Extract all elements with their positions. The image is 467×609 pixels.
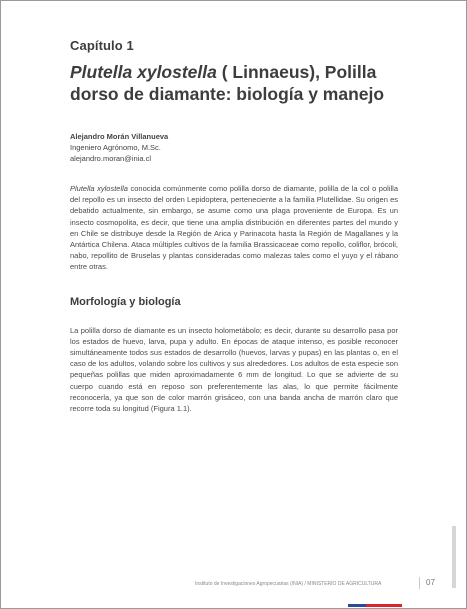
side-decoration-bar (452, 526, 456, 588)
chapter-label: Capítulo 1 (70, 38, 134, 53)
flag-blue-segment (348, 604, 366, 607)
page-content (70, 38, 398, 422)
author-email: alejandro.moran@inia.cl (70, 154, 151, 163)
title-species: Plutella xylostella (70, 62, 217, 82)
chapter-title (70, 61, 398, 105)
footer-separator (419, 577, 420, 589)
section-heading: Morfología y biología (70, 295, 181, 308)
footer-text: Instituto de Investigaciones Agropecuarias (INIA) / MINISTERIO DE AGRICULTURA (195, 581, 382, 587)
author-name: Alejandro Morán Villanueva (70, 132, 169, 141)
flag-red-segment (366, 604, 402, 607)
author-role: Ingeniero Agrónomo, M.Sc. (70, 143, 161, 152)
page-number: 07 (426, 578, 435, 587)
section-paragraph: La polilla dorso de diamante es un insecto holometábolo; es decir, durante su desarrollo pasa por los estados de huevo, larva, pupa y adulto. En épocas de ataque intenso, es posible reconocer simultáneamente todos sus estados de desarrollo (huevos, larvas y pupas) en las plantas o, en el caso de los adultos, volando sobre los cultivos y sus alrededores. Los adultos de esta especie son pequeñas polillas que miden aproximadamente 6 mm de longitud. Lo que se advierte de su cuerpo cuando está en reposo son preferentemente las alas, lo que permite fácilmente reconocerla, ya que son de color marrón grisáceo, con una banda ancha de marrón claro que recorre toda su longitud (Figura 1.1). (70, 325, 398, 414)
intro-paragraph (70, 183, 398, 273)
intro-species: Plutella xylostella (70, 184, 128, 193)
intro-text: conocida comúnmente como polilla dorso de diamante, polilla de la col o polilla del repollo es un insecto del orden Lepidoptera, perteneciente a la familia Plutellidae. Su origen es debatido actualmente, sin embargo, se asume como una plaga proveniente de Europa. Es un insecto cosmopolita, es decir, que tiene una amplia distribución en diferentes partes del mundo y en Chile se distribuye desde la Región de Arica y Parinacota hasta la Región de Magallanes y la Antártica Chilena. Ataca múltiples cultivos de la familia Brassicaceae como repollo, coliflor, brócoli, nabo, repollito de Bruselas y plantas consideradas como malezas tales como el yuyo y el rábano entre otras. (70, 184, 398, 272)
chile-flag-strip (348, 604, 402, 607)
title-rest: ( Linnaeus), Polilla dorso de diamante: biología y manejo (70, 62, 385, 104)
author-block (70, 131, 398, 164)
